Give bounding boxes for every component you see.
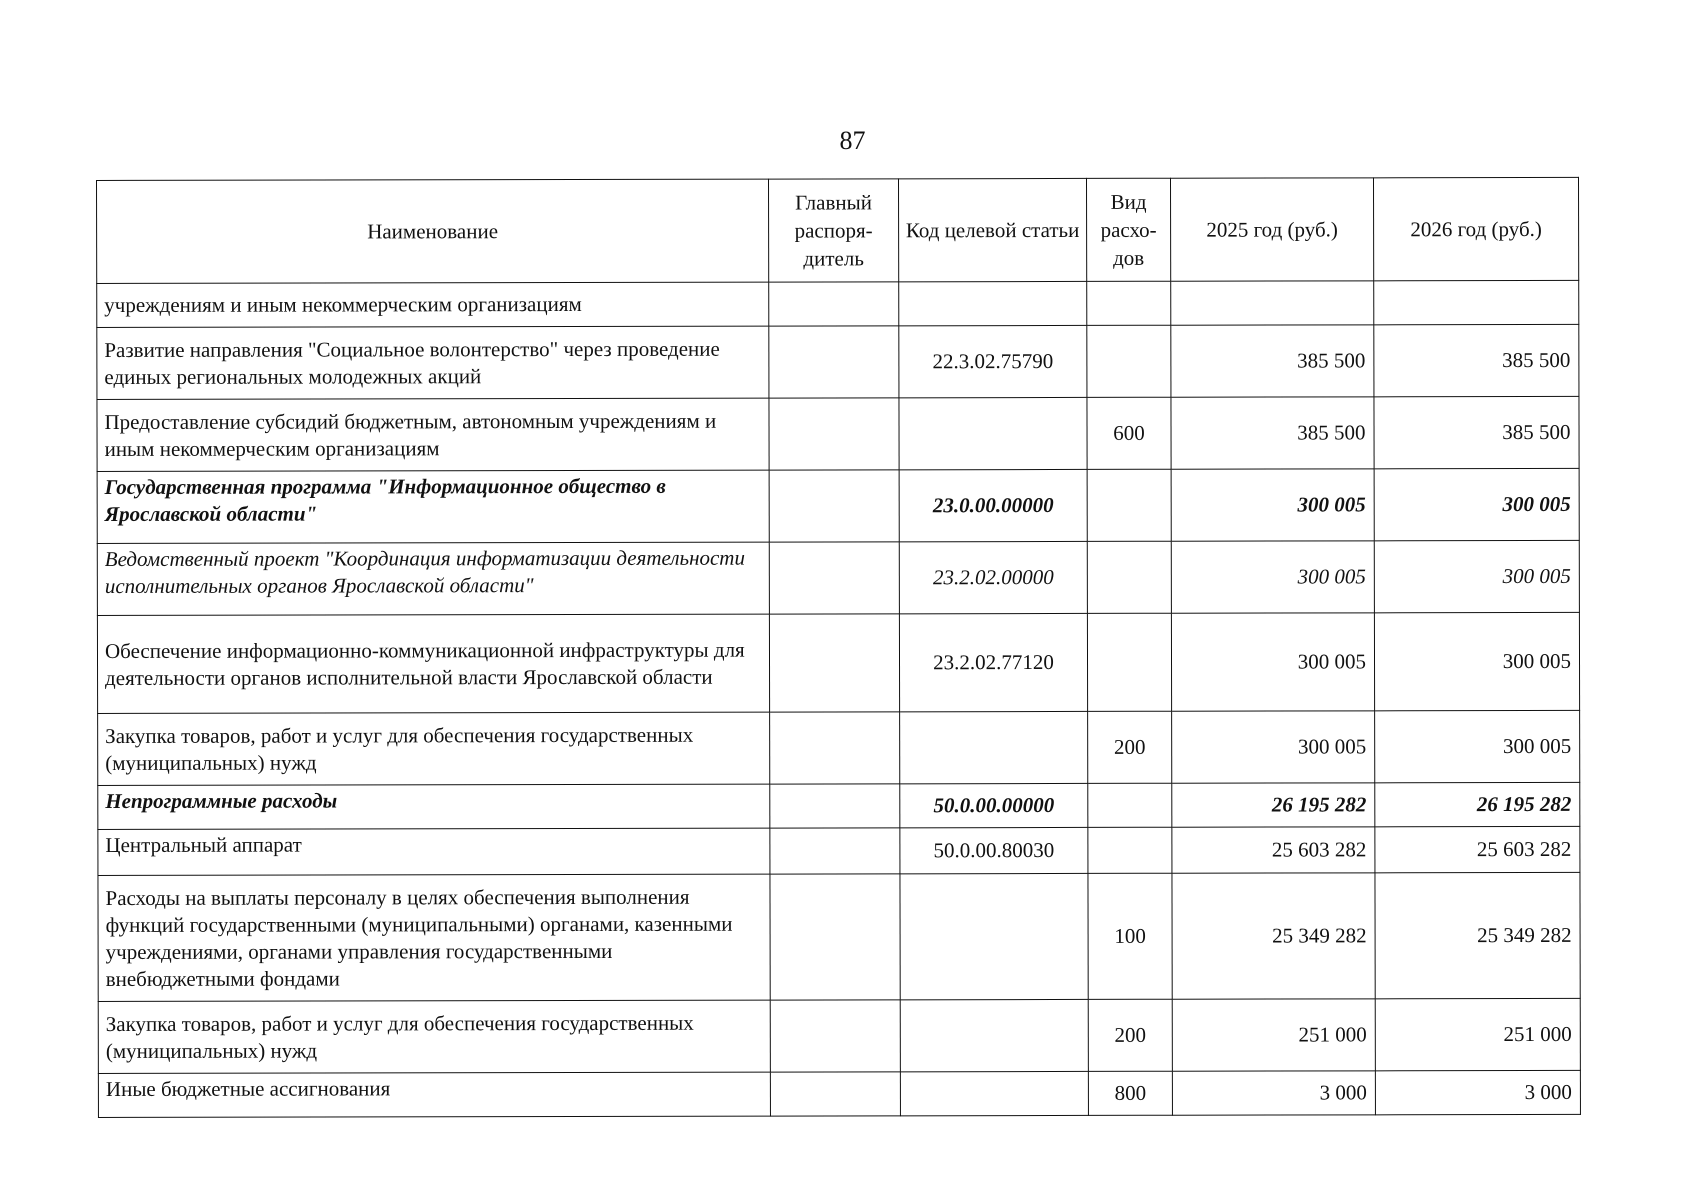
cell-2025: 300 005 — [1171, 541, 1374, 613]
cell-vid: 100 — [1088, 873, 1172, 999]
table-row — [97, 280, 1579, 327]
cell-2026: 300 005 — [1375, 710, 1580, 782]
table-row — [97, 396, 1579, 471]
cell-2025 — [1171, 281, 1374, 325]
header-glavny: Главный распоря-дитель — [768, 179, 898, 282]
cell-2026: 385 500 — [1374, 396, 1579, 468]
cell-glavny — [770, 784, 900, 828]
cell-2025: 25 603 282 — [1172, 827, 1375, 873]
cell-kod: 50.0.00.00000 — [900, 783, 1088, 827]
cell-name: Развитие направления "Социальное волонтерство" через проведение единых региональных молодежных акций — [97, 326, 769, 399]
cell-vid — [1087, 325, 1171, 397]
cell-2025: 300 005 — [1171, 613, 1374, 711]
table-row — [98, 782, 1580, 829]
cell-kod: 23.0.00.00000 — [899, 469, 1087, 541]
table-row — [97, 540, 1579, 615]
header-2026: 2026 год (руб.) — [1373, 177, 1578, 280]
cell-vid — [1088, 827, 1172, 873]
cell-vid — [1087, 541, 1171, 613]
cell-vid: 200 — [1088, 999, 1172, 1071]
table-row — [97, 612, 1579, 713]
cell-vid: 600 — [1087, 397, 1171, 469]
table-row — [98, 872, 1580, 1001]
cell-2025: 3 000 — [1172, 1071, 1375, 1115]
cell-2026: 26 195 282 — [1375, 782, 1580, 826]
cell-kod: 23.2.02.00000 — [899, 541, 1087, 613]
cell-glavny — [770, 874, 900, 1000]
cell-2025: 300 005 — [1172, 711, 1375, 783]
header-vid: Вид расхо-дов — [1086, 178, 1170, 281]
cell-2026: 300 005 — [1374, 468, 1579, 540]
budget-table — [96, 177, 1581, 1118]
cell-2026 — [1374, 280, 1579, 324]
cell-name: Ведомственный проект "Координация информатизации деятельности исполнительных органов Ярославской области" — [97, 542, 769, 615]
cell-glavny — [769, 326, 899, 398]
cell-kod — [899, 281, 1087, 325]
cell-2025: 300 005 — [1171, 469, 1374, 541]
cell-name: Расходы на выплаты персоналу в целях обеспечения выполнения функций государственными (муниципальными) органами, казенными учреждениями, органами управления государственными внебюджетными фондами — [98, 874, 770, 1001]
table-row — [98, 826, 1580, 875]
cell-glavny — [769, 470, 899, 542]
cell-name: Закупка товаров, работ и услуг для обеспечения государственных (муниципальных) нужд — [98, 712, 770, 785]
cell-2026: 300 005 — [1374, 540, 1579, 612]
cell-kod: 23.2.02.77120 — [899, 613, 1087, 711]
cell-kod — [900, 999, 1088, 1071]
cell-glavny — [769, 398, 899, 470]
cell-glavny — [770, 828, 900, 874]
page-number: 87 — [839, 126, 866, 155]
cell-kod: 22.3.02.75790 — [899, 325, 1087, 397]
table-row — [98, 710, 1580, 785]
cell-2025: 385 500 — [1171, 397, 1374, 469]
cell-name: Закупка товаров, работ и услуг для обеспечения государственных (муниципальных) нужд — [98, 1000, 770, 1073]
cell-2026: 385 500 — [1374, 324, 1579, 396]
cell-name: Иные бюджетные ассигнования — [98, 1072, 770, 1117]
cell-glavny — [770, 712, 900, 784]
cell-2025: 251 000 — [1172, 999, 1375, 1071]
header-name: Наименование — [97, 179, 769, 283]
cell-kod: 50.0.00.80030 — [900, 827, 1088, 873]
cell-vid: 800 — [1088, 1071, 1172, 1115]
cell-name: Предоставление субсидий бюджетным, автономным учреждениям и иным некоммерческим организациям — [97, 398, 769, 471]
cell-2026: 300 005 — [1374, 612, 1579, 710]
table-row — [98, 1070, 1580, 1117]
cell-2026: 25 349 282 — [1375, 872, 1580, 998]
cell-glavny — [769, 614, 899, 712]
cell-2025: 25 349 282 — [1172, 873, 1375, 999]
table-row — [97, 324, 1579, 399]
table-row — [97, 468, 1579, 543]
table-header-row — [97, 177, 1579, 283]
cell-glavny — [770, 1000, 900, 1072]
cell-kod — [900, 1071, 1088, 1115]
cell-glavny — [770, 1072, 900, 1116]
cell-kod — [900, 711, 1088, 783]
cell-glavny — [769, 542, 899, 614]
cell-vid — [1087, 469, 1171, 541]
cell-name: Государственная программа "Информационное общество в Ярославской области" — [97, 470, 769, 543]
cell-2025: 385 500 — [1171, 325, 1374, 397]
cell-2025: 26 195 282 — [1172, 783, 1375, 827]
cell-name: Обеспечение информационно-коммуникационной инфраструктуры для деятельности органов исполнительной власти Ярославской области — [97, 614, 769, 713]
cell-2026: 3 000 — [1375, 1070, 1580, 1114]
header-2025: 2025 год (руб.) — [1170, 178, 1373, 281]
cell-vid: 200 — [1088, 711, 1172, 783]
cell-glavny — [769, 282, 899, 326]
cell-vid — [1087, 281, 1171, 325]
cell-name: Центральный аппарат — [98, 828, 770, 875]
cell-name: учреждениям и иным некоммерческим организациям — [97, 282, 769, 327]
cell-2026: 25 603 282 — [1375, 826, 1580, 872]
cell-vid — [1087, 613, 1171, 711]
cell-vid — [1088, 783, 1172, 827]
cell-kod — [900, 873, 1088, 999]
cell-name: Непрограммные расходы — [98, 784, 770, 829]
header-kod: Код целевой статьи — [898, 178, 1086, 281]
cell-2026: 251 000 — [1375, 998, 1580, 1070]
cell-kod — [899, 397, 1087, 469]
budget-table-container — [96, 177, 1580, 1118]
table-row — [98, 998, 1580, 1073]
